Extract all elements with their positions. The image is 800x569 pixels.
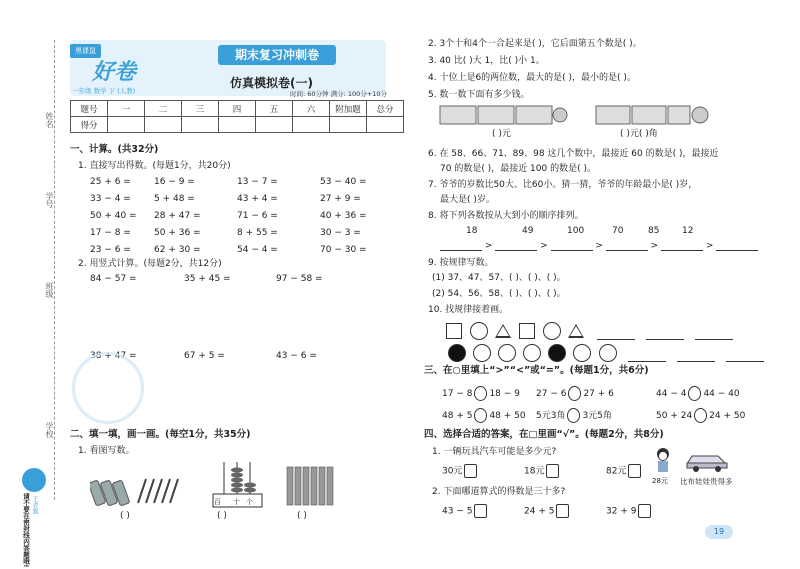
score-header-cell: 附加题 bbox=[330, 101, 367, 117]
watermark-logo-icon bbox=[72, 352, 144, 424]
q8-text: 8. 将下列各数按从大到小的顺序排列。 bbox=[428, 211, 584, 221]
compare-circle[interactable] bbox=[694, 408, 707, 423]
q8-number: 49 bbox=[522, 226, 534, 236]
answer-blank[interactable]: ( ) bbox=[120, 511, 130, 521]
calc-item: 33 − 4 = bbox=[90, 194, 131, 204]
filled-circle bbox=[448, 344, 466, 362]
margin-id-label: 学号 bbox=[45, 192, 54, 208]
score-header-cell: 一 bbox=[108, 101, 145, 117]
time-info: 时间: 60分钟 满分: 100分+10分 bbox=[290, 90, 387, 98]
square-shape bbox=[519, 323, 535, 339]
compare-item: 44 − 4 44 − 40 bbox=[656, 386, 740, 401]
sec4-q2-text: 2. 下面哪道算式的得数是三十多? bbox=[432, 487, 566, 497]
calc-item: 50 + 36 = bbox=[154, 228, 201, 238]
answer-blank[interactable]: ( ) bbox=[217, 511, 227, 521]
margin-logo-icon bbox=[22, 468, 46, 492]
compare-item: 27 − 6 27 + 6 bbox=[536, 386, 614, 401]
checkbox[interactable] bbox=[638, 504, 651, 518]
checkbox[interactable] bbox=[546, 464, 559, 478]
toy-car-icon bbox=[684, 448, 730, 472]
compare-circle[interactable] bbox=[474, 386, 487, 401]
calc-item: 54 − 4 = bbox=[237, 245, 278, 255]
calc-item: 28 + 47 = bbox=[154, 211, 201, 221]
calc-item: 62 + 30 = bbox=[154, 245, 201, 255]
score-cell[interactable] bbox=[367, 117, 404, 133]
q8-number: 18 bbox=[466, 226, 478, 236]
score-input-row bbox=[71, 117, 404, 133]
empty-circle bbox=[573, 344, 591, 362]
exam-subtitle: 仿真模拟卷(一) bbox=[230, 76, 313, 90]
section1-title: 一、计算。(共32分) bbox=[70, 144, 159, 155]
vertical-calc-item: 35 + 45 = bbox=[184, 274, 231, 284]
q2-text: 2. 3个十和4个一合起来是( )，它后面第五个数是( )。 bbox=[428, 39, 642, 49]
calc-item: 25 + 6 = bbox=[90, 177, 131, 187]
compare-item: 5元3角 3元5角 bbox=[536, 408, 612, 423]
margin-brand: 王者题 bbox=[31, 496, 38, 514]
calc-item: 70 − 30 = bbox=[320, 245, 367, 255]
grade-info: 一年级 数学 下 (人教) bbox=[72, 87, 136, 95]
q8-number: 12 bbox=[682, 226, 694, 236]
vertical-calc-item: 43 − 6 = bbox=[276, 351, 317, 361]
q7-text-b: 最大是( )岁。 bbox=[440, 195, 495, 205]
q7-text-a: 7. 爷爷的岁数比50大、比60小。猜一猜，爷爷的年龄最小是( )岁， bbox=[428, 180, 698, 190]
checkbox[interactable] bbox=[556, 504, 569, 518]
q3-text: 3. 40 比( )大 1，比( )小 1。 bbox=[428, 56, 545, 66]
triangle-shape bbox=[568, 324, 584, 338]
section2-title: 二、填一填，画一画。(每空1分，共35分) bbox=[70, 429, 251, 440]
score-cell[interactable] bbox=[108, 117, 145, 133]
calc-item: 40 + 36 = bbox=[320, 211, 367, 221]
score-table bbox=[70, 100, 404, 133]
score-row-label: 得分 bbox=[71, 117, 108, 133]
q6-text-b: 70 的数是( )，最接近 100 的数是( )。 bbox=[440, 164, 596, 174]
doll-icon bbox=[652, 446, 674, 474]
calc-item: 71 − 6 = bbox=[237, 211, 278, 221]
compare-circle[interactable] bbox=[567, 408, 580, 423]
score-cell[interactable] bbox=[330, 117, 367, 133]
vertical-calc-item: 38 + 47 = bbox=[90, 351, 137, 361]
checkbox[interactable] bbox=[628, 464, 641, 478]
calc-item: 53 − 40 = bbox=[320, 177, 367, 187]
calc-item: 30 − 3 = bbox=[320, 228, 361, 238]
calc-item: 8 + 55 = bbox=[237, 228, 278, 238]
car-caption: 比布娃娃贵得多 bbox=[680, 477, 733, 486]
calc-item: 17 − 8 = bbox=[90, 228, 131, 238]
score-header-cell: 二 bbox=[145, 101, 182, 117]
q9-part2: (2) 54、56、58、( )、( )、( )。 bbox=[432, 289, 566, 299]
abacus-label-ones: 个 bbox=[246, 498, 253, 506]
calc-item: 50 + 40 = bbox=[90, 211, 137, 221]
score-header-row bbox=[71, 101, 404, 117]
choice-option: 24 + 5 bbox=[524, 504, 569, 518]
choice-option: 18元 bbox=[524, 464, 559, 478]
compare-circle[interactable] bbox=[474, 408, 487, 423]
q8-number: 100 bbox=[567, 226, 585, 236]
hundred-sticks-image bbox=[285, 463, 335, 508]
calc-item: 43 + 4 = bbox=[237, 194, 278, 204]
empty-circle bbox=[498, 344, 516, 362]
money-notes-left-image bbox=[438, 102, 568, 128]
circle-shape bbox=[470, 322, 488, 340]
score-cell[interactable] bbox=[256, 117, 293, 133]
score-cell[interactable] bbox=[293, 117, 330, 133]
shape-pattern-row bbox=[446, 320, 733, 338]
score-cell[interactable] bbox=[145, 117, 182, 133]
q9-part1: (1) 37、47、57、( )、( )、( )。 bbox=[432, 273, 566, 283]
choice-option: 30元 bbox=[442, 464, 477, 478]
margin-note: 请不要在密封线内答题哦! bbox=[22, 493, 30, 568]
section4-title: 四、选择合适的答案，在□里画“√”。(每题2分，共8分) bbox=[424, 429, 664, 440]
calc-item: 5 + 48 = bbox=[154, 194, 195, 204]
abacus-label-tens: 十 bbox=[233, 498, 240, 506]
margin-school-label: 学校 bbox=[45, 422, 54, 438]
section1-q2-title: 2. 用竖式计算。(每题2分，共12分) bbox=[78, 259, 222, 269]
abacus-label-hundreds: 百 bbox=[214, 498, 221, 506]
exam-banner: 期末复习冲刺卷 bbox=[218, 45, 336, 65]
q10-text: 10. 找规律接着画。 bbox=[428, 305, 509, 315]
score-header-cell: 总分 bbox=[367, 101, 404, 117]
q8-number: 85 bbox=[648, 226, 660, 236]
calc-item: 13 − 7 = bbox=[237, 177, 278, 187]
section3-title: 三、在○里填上“>”“<”或“=”。(每题1分，共6分) bbox=[424, 365, 649, 376]
checkbox[interactable] bbox=[464, 464, 477, 478]
circle-pattern-row bbox=[448, 342, 764, 360]
compare-item: 17 − 8 18 − 9 bbox=[442, 386, 520, 401]
page-number: 19 bbox=[705, 525, 733, 539]
q4-text: 4. 十位上是6的两位数，最大的是( )，最小的是( )。 bbox=[428, 73, 636, 83]
calc-item: 16 − 9 = bbox=[154, 177, 195, 187]
money-notes-right-image bbox=[594, 102, 724, 128]
q5-answer-1[interactable]: ( )元 bbox=[492, 129, 511, 139]
score-header-cell: 五 bbox=[256, 101, 293, 117]
q9-text: 9. 按规律写数。 bbox=[428, 258, 494, 268]
score-header-cell: 四 bbox=[219, 101, 256, 117]
q6-text-a: 6. 在 58、66、71、89、98 这几个数中，最接近 60 的数是( )，最接近 bbox=[428, 149, 719, 159]
score-header-cell: 六 bbox=[293, 101, 330, 117]
compare-circle[interactable] bbox=[568, 386, 581, 401]
brand-logo: 好卷 bbox=[92, 60, 137, 85]
sec4-q1-text: 1. 一辆玩具汽车可能是多少元? bbox=[432, 447, 557, 457]
compare-item: 50 + 24 24 + 50 bbox=[656, 408, 745, 423]
vertical-calc-item: 97 − 58 = bbox=[276, 274, 323, 284]
series-tag: 黑课鼠 bbox=[70, 44, 101, 58]
square-shape bbox=[446, 323, 462, 339]
margin-class-label: 班级 bbox=[45, 282, 54, 298]
triangle-shape bbox=[495, 324, 511, 338]
circle-shape bbox=[543, 322, 561, 340]
q8-number: 70 bbox=[612, 226, 624, 236]
q5-text: 5. 数一数下面有多少钱。 bbox=[428, 90, 530, 100]
compare-circle[interactable] bbox=[688, 386, 701, 401]
empty-circle bbox=[473, 344, 491, 362]
score-cell[interactable] bbox=[182, 117, 219, 133]
checkbox[interactable] bbox=[474, 504, 487, 518]
doll-price: 28元 bbox=[652, 477, 668, 485]
choice-option: 32 + 9 bbox=[606, 504, 651, 518]
margin-name-label: 姓名 bbox=[45, 112, 54, 128]
section2-q1-title: 1. 看图写数。 bbox=[78, 446, 135, 456]
calc-item: 27 + 9 = bbox=[320, 194, 361, 204]
section1-q1-title: 1. 直接写出得数。(每题1分，共20分) bbox=[78, 161, 231, 171]
empty-circle bbox=[523, 344, 541, 362]
vertical-calc-item: 67 + 5 = bbox=[184, 351, 225, 361]
compare-item: 48 + 5 48 + 50 bbox=[442, 408, 526, 423]
calc-item: 23 − 6 = bbox=[90, 245, 131, 255]
choice-option: 82元 bbox=[606, 464, 641, 478]
vertical-calc-item: 84 − 57 = bbox=[90, 274, 137, 284]
score-cell[interactable] bbox=[219, 117, 256, 133]
filled-circle bbox=[548, 344, 566, 362]
empty-circle bbox=[599, 344, 617, 362]
q8-answer-line[interactable]: > > > > > bbox=[440, 241, 758, 251]
answer-blank[interactable]: ( ) bbox=[297, 511, 307, 521]
choice-option: 43 − 5 bbox=[442, 504, 487, 518]
q5-answer-2[interactable]: ( )元( )角 bbox=[620, 129, 658, 139]
stick-bundles-image bbox=[90, 463, 185, 508]
score-header-cell: 题号 bbox=[71, 101, 108, 117]
score-header-cell: 三 bbox=[182, 101, 219, 117]
